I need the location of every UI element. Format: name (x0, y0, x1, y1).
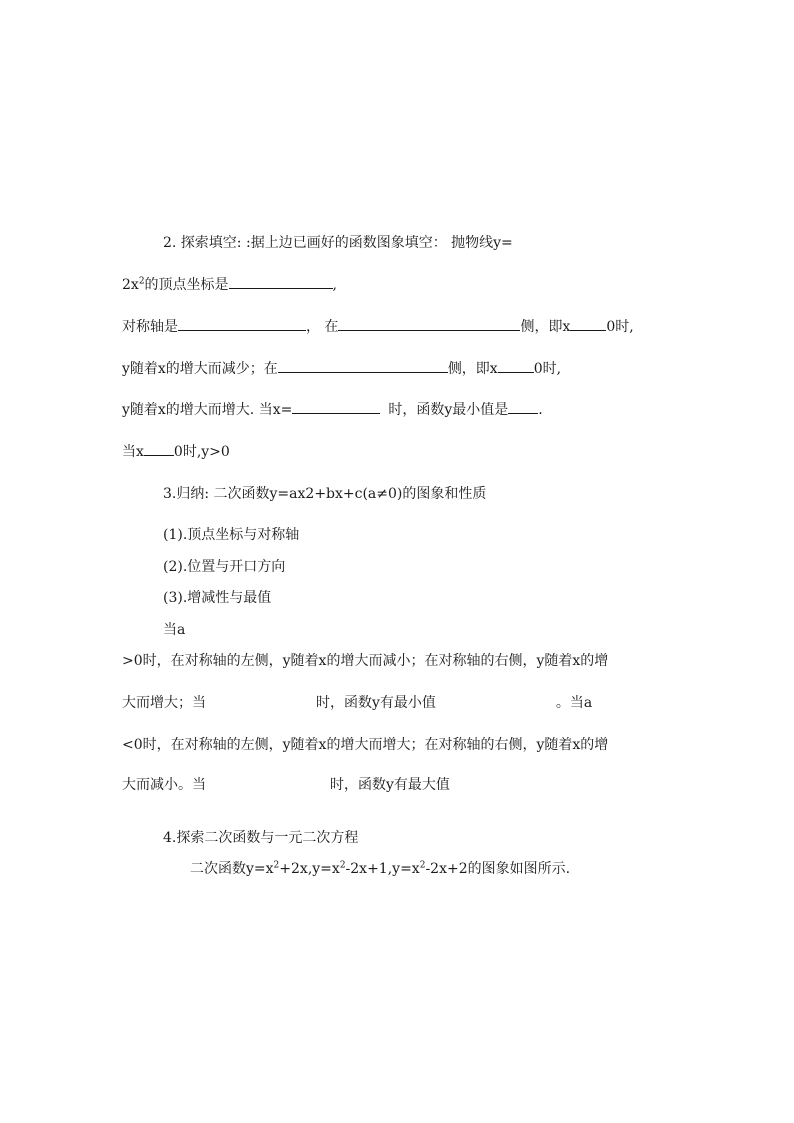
s2-dec-b: 侧，即x (447, 361, 498, 377)
s3-title: 3.归纳: 二次函数y=ax2+bx+c(a≠0)的图象和性质 (163, 486, 487, 502)
s4-p-b: +2x,y=x (279, 861, 340, 877)
s3-item-2: (2).位置与开口方向 (163, 559, 286, 575)
s2-axis-c: 侧，即x (520, 319, 571, 335)
s3-positive-line-1: >0时，在对称轴的左侧，y随着x的增大而减小；在对称轴的右侧，y随着x的增 (122, 653, 609, 669)
s3-negative-line-1: <0时，在对称轴的左侧，y随着x的增大而增大；在对称轴的右侧，y随着x的增 (122, 737, 609, 753)
positive-sign-blank[interactable] (144, 443, 174, 456)
s3-neg2-b: 时，函数y有最大值 (330, 777, 450, 793)
s2-vertex-sup: 2 (138, 276, 145, 287)
s2-pos-b: 0时,y>0 (173, 444, 230, 460)
s2-axis-a: 对称轴是 (122, 319, 178, 335)
axis-blank[interactable] (178, 318, 306, 331)
s4-p-d: -2x+2的图象如图所示. (425, 861, 571, 877)
s4-p-sup3: 2 (419, 860, 426, 871)
s2-axis-d: 0时, (606, 319, 634, 335)
s3-pos2-c: 。当a (555, 695, 593, 711)
s4-p-sup2: 2 (339, 860, 346, 871)
s3-when-a: 当a (163, 622, 186, 638)
s2-vertex-line (122, 276, 337, 294)
decrease-sign-blank[interactable] (498, 360, 534, 373)
s2-inc-c: . (538, 402, 543, 418)
s3-positive-line-2 (122, 694, 592, 712)
decrease-side-blank[interactable] (278, 360, 448, 373)
s2-increase-line (122, 401, 543, 419)
s4-p-sup1: 2 (273, 860, 280, 871)
s2-axis-b: ， 在 (306, 319, 339, 335)
s2-vertex-end: , (332, 277, 337, 293)
s4-p-c: -2x+1,y=x (345, 861, 420, 877)
s3-item-3: (3).增减性与最值 (163, 590, 272, 606)
s2-decrease-line (122, 360, 561, 378)
s2-inc-b: 时，函数y最小值是 (388, 402, 509, 418)
s2-intro-text: 2. 探索填空: :据上边已画好的函数图象填空： 抛物线y= (163, 235, 513, 251)
s2-pos-a: 当x (122, 444, 144, 460)
min-x-blank[interactable] (292, 401, 380, 414)
s2-vertex-b: 的顶点坐标是 (144, 277, 229, 293)
s3-neg2-a: 大而减小。当 (122, 777, 206, 793)
s3-item-1: (1).顶点坐标与对称轴 (163, 527, 300, 543)
s2-positive-line (122, 443, 230, 461)
s2-dec-a: y随着x的增大而减少；在 (122, 361, 278, 377)
s4-title: 4.探索二次函数与一元二次方程 (163, 830, 359, 846)
axis-sign-blank[interactable] (570, 318, 606, 331)
s2-axis-line (122, 318, 634, 336)
s3-pos2-b: 时，函数y有最小值 (316, 695, 436, 711)
s2-inc-a: y随着x的增大而增大. 当x= (122, 402, 293, 418)
s3-pos2-a: 大而增大；当 (122, 695, 206, 711)
s3-negative-line-2 (122, 776, 450, 794)
s2-vertex-a: 2x (122, 277, 139, 293)
s4-paragraph (190, 860, 570, 878)
min-value-blank[interactable] (508, 401, 538, 414)
s2-dec-c: 0时, (533, 361, 562, 377)
vertex-blank[interactable] (229, 276, 333, 289)
s2-intro (163, 234, 513, 252)
s4-p-a: 二次函数y=x (190, 861, 274, 877)
axis-side-blank[interactable] (338, 318, 520, 331)
